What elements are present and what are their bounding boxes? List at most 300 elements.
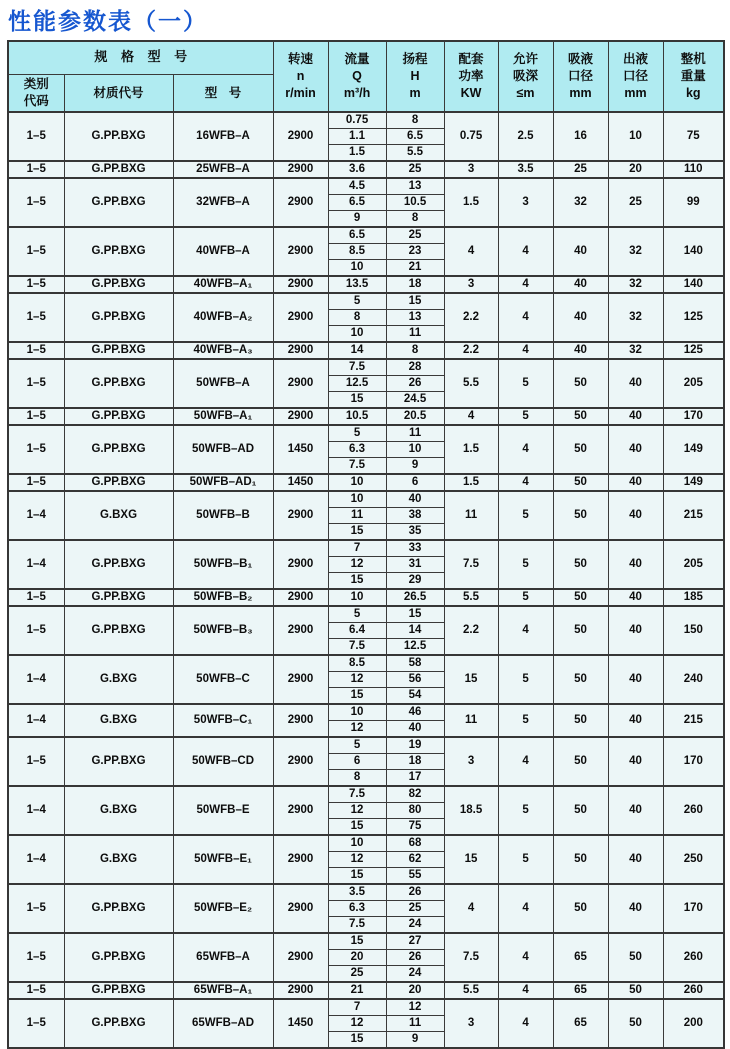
cell-power: 3 [444, 999, 498, 1048]
header-inlet-line1: 吸液 [568, 52, 594, 67]
cell-outlet-diameter: 40 [608, 786, 663, 835]
cell-flow: 7.5 [328, 359, 386, 376]
cell-suction-depth: 4 [498, 474, 553, 491]
cell-flow: 6.3 [328, 901, 386, 917]
cell-flow: 0.75 [328, 112, 386, 129]
cell-flow: 15 [328, 819, 386, 836]
cell-flow: 8 [328, 310, 386, 326]
cell-weight: 110 [663, 161, 724, 178]
header-material-code: 材质代号 [64, 74, 173, 112]
table-row [8, 161, 724, 178]
cell-flow: 13.5 [328, 276, 386, 293]
cell-category-code: 1–4 [8, 786, 64, 835]
header-suction-line1: 允许 [513, 52, 539, 67]
cell-head: 25 [386, 161, 444, 178]
cell-speed: 2900 [273, 276, 328, 293]
cell-inlet-diameter: 65 [553, 933, 608, 982]
cell-speed: 2900 [273, 540, 328, 589]
cell-suction-depth: 5 [498, 589, 553, 606]
cell-flow: 5 [328, 293, 386, 310]
cell-inlet-diameter: 50 [553, 589, 608, 606]
cell-flow: 21 [328, 982, 386, 999]
table-row [8, 540, 724, 557]
cell-category-code: 1–5 [8, 112, 64, 161]
header-outlet-line2: 口径 [623, 69, 649, 84]
cell-head: 25 [386, 901, 444, 917]
cell-power: 15 [444, 835, 498, 884]
cell-speed: 2900 [273, 655, 328, 704]
header-weight-line1: 整机 [680, 52, 706, 67]
cell-material-code: G.PP.BXG [64, 227, 173, 276]
cell-speed: 2900 [273, 408, 328, 425]
cell-material-code: G.PP.BXG [64, 540, 173, 589]
header-model: 型 号 [173, 74, 273, 112]
cell-flow: 15 [328, 524, 386, 541]
cell-weight: 140 [663, 227, 724, 276]
cell-suction-depth: 5 [498, 786, 553, 835]
cell-material-code: G.BXG [64, 786, 173, 835]
cell-weight: 260 [663, 982, 724, 999]
cell-speed: 2900 [273, 606, 328, 655]
table-row [8, 606, 724, 623]
cell-flow: 5 [328, 425, 386, 442]
cell-power: 2.2 [444, 342, 498, 359]
cell-speed: 1450 [273, 999, 328, 1048]
cell-weight: 75 [663, 112, 724, 161]
cell-head: 56 [386, 672, 444, 688]
cell-flow: 12 [328, 852, 386, 868]
cell-inlet-diameter: 25 [553, 161, 608, 178]
cell-outlet-diameter: 40 [608, 540, 663, 589]
table-row [8, 112, 724, 129]
header-flow-line3: m³/h [343, 85, 371, 100]
cell-model: 32WFB–A [173, 178, 273, 227]
cell-head: 24.5 [386, 392, 444, 409]
cell-weight: 99 [663, 178, 724, 227]
cell-head: 33 [386, 540, 444, 557]
cell-suction-depth: 5 [498, 491, 553, 540]
cell-flow: 10 [328, 589, 386, 606]
cell-outlet-diameter: 40 [608, 474, 663, 491]
cell-head: 82 [386, 786, 444, 803]
header-speed [273, 41, 328, 112]
cell-head: 12.5 [386, 639, 444, 656]
cell-power: 15 [444, 655, 498, 704]
cell-speed: 2900 [273, 737, 328, 786]
cell-inlet-diameter: 50 [553, 835, 608, 884]
cell-inlet-diameter: 40 [553, 293, 608, 342]
cell-head: 11 [386, 326, 444, 343]
cell-head: 54 [386, 688, 444, 705]
cell-model: 50WFB–AD₁ [173, 474, 273, 491]
cell-material-code: G.BXG [64, 655, 173, 704]
cell-material-code: G.BXG [64, 704, 173, 737]
cell-suction-depth: 4 [498, 293, 553, 342]
cell-suction-depth: 5 [498, 359, 553, 408]
cell-model: 50WFB–B [173, 491, 273, 540]
cell-head: 9 [386, 458, 444, 475]
cell-power: 4 [444, 408, 498, 425]
cell-head: 26 [386, 884, 444, 901]
table-row [8, 589, 724, 606]
cell-category-code: 1–4 [8, 835, 64, 884]
cell-category-code: 1–4 [8, 491, 64, 540]
header-suction-depth [498, 41, 553, 112]
cell-category-code: 1–5 [8, 359, 64, 408]
cell-category-code: 1–5 [8, 227, 64, 276]
cell-inlet-diameter: 50 [553, 655, 608, 704]
cell-suction-depth: 3.5 [498, 161, 553, 178]
cell-flow: 10 [328, 491, 386, 508]
cell-model: 50WFB–AD [173, 425, 273, 474]
cell-head: 62 [386, 852, 444, 868]
cell-weight: 240 [663, 655, 724, 704]
cell-outlet-diameter: 40 [608, 606, 663, 655]
header-speed-line3: r/min [285, 85, 316, 100]
cell-outlet-diameter: 40 [608, 408, 663, 425]
cell-flow: 11 [328, 508, 386, 524]
table-row [8, 655, 724, 672]
cell-flow: 15 [328, 688, 386, 705]
cell-weight: 215 [663, 704, 724, 737]
cell-category-code: 1–5 [8, 161, 64, 178]
cell-weight: 260 [663, 933, 724, 982]
cell-head: 80 [386, 803, 444, 819]
cell-model: 65WFB–A₁ [173, 982, 273, 999]
cell-weight: 125 [663, 293, 724, 342]
cell-material-code: G.PP.BXG [64, 606, 173, 655]
cell-inlet-diameter: 50 [553, 704, 608, 737]
cell-flow: 7.5 [328, 639, 386, 656]
cell-material-code: G.PP.BXG [64, 982, 173, 999]
header-weight [663, 41, 724, 112]
table-body [8, 112, 724, 1048]
cell-outlet-diameter: 50 [608, 999, 663, 1048]
cell-head: 38 [386, 508, 444, 524]
cell-inlet-diameter: 50 [553, 359, 608, 408]
cell-model: 40WFB–A₃ [173, 342, 273, 359]
cell-head: 26.5 [386, 589, 444, 606]
cell-inlet-diameter: 16 [553, 112, 608, 161]
cell-inlet-diameter: 65 [553, 999, 608, 1048]
cell-flow: 12.5 [328, 376, 386, 392]
cell-head: 25 [386, 227, 444, 244]
cell-weight: 125 [663, 342, 724, 359]
cell-head: 29 [386, 573, 444, 590]
cell-head: 10.5 [386, 195, 444, 211]
cell-head: 24 [386, 966, 444, 983]
cell-head: 46 [386, 704, 444, 721]
cell-category-code: 1–5 [8, 737, 64, 786]
cell-flow: 15 [328, 933, 386, 950]
cell-category-code: 1–5 [8, 178, 64, 227]
header-power-line2: 功率 [458, 69, 484, 84]
cell-inlet-diameter: 50 [553, 737, 608, 786]
cell-flow: 3.6 [328, 161, 386, 178]
cell-flow: 12 [328, 557, 386, 573]
cell-model: 50WFB–C₁ [173, 704, 273, 737]
cell-flow: 1.5 [328, 145, 386, 162]
cell-material-code: G.PP.BXG [64, 474, 173, 491]
cell-inlet-diameter: 40 [553, 227, 608, 276]
cell-speed: 1450 [273, 425, 328, 474]
cell-inlet-diameter: 40 [553, 276, 608, 293]
header-category-code [8, 74, 64, 112]
cell-speed: 2900 [273, 491, 328, 540]
cell-outlet-diameter: 32 [608, 227, 663, 276]
cell-suction-depth: 3 [498, 178, 553, 227]
cell-power: 3 [444, 161, 498, 178]
cell-flow: 25 [328, 966, 386, 983]
cell-head: 28 [386, 359, 444, 376]
cell-head: 75 [386, 819, 444, 836]
cell-category-code: 1–5 [8, 408, 64, 425]
cell-flow: 8.5 [328, 244, 386, 260]
cell-model: 50WFB–A₁ [173, 408, 273, 425]
cell-category-code: 1–5 [8, 276, 64, 293]
cell-outlet-diameter: 40 [608, 704, 663, 737]
cell-inlet-diameter: 50 [553, 884, 608, 933]
cell-material-code: G.PP.BXG [64, 276, 173, 293]
cell-flow: 8 [328, 770, 386, 787]
cell-inlet-diameter: 65 [553, 982, 608, 999]
cell-inlet-diameter: 50 [553, 425, 608, 474]
cell-speed: 2900 [273, 982, 328, 999]
cell-weight: 260 [663, 786, 724, 835]
header-speed-line1: 转速 [288, 52, 314, 67]
cell-outlet-diameter: 20 [608, 161, 663, 178]
cell-power: 18.5 [444, 786, 498, 835]
cell-head: 10 [386, 442, 444, 458]
cell-model: 50WFB–B₂ [173, 589, 273, 606]
header-head [386, 41, 444, 112]
cell-head: 55 [386, 868, 444, 885]
cell-category-code: 1–5 [8, 884, 64, 933]
header-outlet-line1: 出液 [623, 52, 649, 67]
cell-flow: 10 [328, 260, 386, 277]
table-row [8, 342, 724, 359]
cell-flow: 9 [328, 211, 386, 228]
cell-flow: 15 [328, 392, 386, 409]
cell-material-code: G.PP.BXG [64, 342, 173, 359]
cell-flow: 3.5 [328, 884, 386, 901]
cell-power: 11 [444, 704, 498, 737]
cell-suction-depth: 5 [498, 704, 553, 737]
header-power [444, 41, 498, 112]
cell-inlet-diameter: 50 [553, 606, 608, 655]
cell-head: 24 [386, 917, 444, 934]
table-row [8, 835, 724, 852]
cell-model: 50WFB–E [173, 786, 273, 835]
header-inlet-diameter [553, 41, 608, 112]
cell-speed: 2900 [273, 835, 328, 884]
header-spec-group: 规 格 型 号 [8, 41, 273, 74]
cell-weight: 150 [663, 606, 724, 655]
header-suction-line3: ≤m [516, 85, 535, 100]
cell-inlet-diameter: 50 [553, 540, 608, 589]
header-power-line3: KW [460, 85, 482, 100]
cell-model: 40WFB–A [173, 227, 273, 276]
header-flow-line1: 流量 [344, 52, 370, 67]
cell-flow: 7 [328, 999, 386, 1016]
cell-power: 5.5 [444, 982, 498, 999]
table-row [8, 474, 724, 491]
cell-weight: 170 [663, 737, 724, 786]
cell-flow: 10 [328, 704, 386, 721]
header-power-line1: 配套 [458, 52, 484, 67]
cell-flow: 6.3 [328, 442, 386, 458]
cell-speed: 2900 [273, 884, 328, 933]
cell-model: 50WFB–E₂ [173, 884, 273, 933]
cell-outlet-diameter: 25 [608, 178, 663, 227]
table-row [8, 276, 724, 293]
cell-head: 14 [386, 623, 444, 639]
cell-power: 2.2 [444, 293, 498, 342]
cell-head: 68 [386, 835, 444, 852]
cell-outlet-diameter: 40 [608, 835, 663, 884]
table-row [8, 982, 724, 999]
cell-material-code: G.PP.BXG [64, 999, 173, 1048]
cell-material-code: G.PP.BXG [64, 933, 173, 982]
cell-flow: 15 [328, 1032, 386, 1049]
cell-flow: 10 [328, 474, 386, 491]
cell-head: 12 [386, 999, 444, 1016]
cell-model: 50WFB–B₁ [173, 540, 273, 589]
cell-flow: 6.4 [328, 623, 386, 639]
cell-power: 11 [444, 491, 498, 540]
cell-model: 50WFB–A [173, 359, 273, 408]
cell-flow: 15 [328, 573, 386, 590]
cell-model: 65WFB–AD [173, 999, 273, 1048]
cell-model: 65WFB–A [173, 933, 273, 982]
cell-flow: 12 [328, 1016, 386, 1032]
cell-head: 40 [386, 721, 444, 738]
cell-category-code: 1–5 [8, 933, 64, 982]
cell-head: 35 [386, 524, 444, 541]
cell-weight: 170 [663, 884, 724, 933]
cell-head: 6.5 [386, 129, 444, 145]
cell-weight: 200 [663, 999, 724, 1048]
cell-power: 5.5 [444, 589, 498, 606]
cell-flow: 4.5 [328, 178, 386, 195]
cell-weight: 250 [663, 835, 724, 884]
cell-outlet-diameter: 40 [608, 491, 663, 540]
table-row [8, 933, 724, 950]
cell-suction-depth: 4 [498, 227, 553, 276]
cell-category-code: 1–4 [8, 540, 64, 589]
cell-category-code: 1–5 [8, 342, 64, 359]
cell-weight: 205 [663, 359, 724, 408]
table-row [8, 227, 724, 244]
cell-category-code: 1–5 [8, 982, 64, 999]
header-suction-line2: 吸深 [513, 69, 539, 84]
cell-material-code: G.PP.BXG [64, 359, 173, 408]
cell-speed: 2900 [273, 342, 328, 359]
cell-suction-depth: 5 [498, 655, 553, 704]
cell-weight: 140 [663, 276, 724, 293]
table-row [8, 704, 724, 721]
cell-outlet-diameter: 32 [608, 276, 663, 293]
table-row [8, 737, 724, 754]
cell-inlet-diameter: 50 [553, 474, 608, 491]
cell-head: 19 [386, 737, 444, 754]
cell-speed: 2900 [273, 161, 328, 178]
cell-head: 8 [386, 211, 444, 228]
cell-suction-depth: 4 [498, 276, 553, 293]
cell-power: 7.5 [444, 933, 498, 982]
cell-power: 7.5 [444, 540, 498, 589]
cell-category-code: 1–5 [8, 589, 64, 606]
table-row [8, 884, 724, 901]
header-category-line2: 代码 [23, 93, 49, 108]
cell-outlet-diameter: 50 [608, 982, 663, 999]
cell-head: 8 [386, 342, 444, 359]
cell-head: 40 [386, 491, 444, 508]
cell-power: 1.5 [444, 178, 498, 227]
cell-model: 40WFB–A₂ [173, 293, 273, 342]
cell-suction-depth: 5 [498, 835, 553, 884]
table-row [8, 491, 724, 508]
cell-head: 18 [386, 754, 444, 770]
cell-material-code: G.PP.BXG [64, 884, 173, 933]
cell-head: 17 [386, 770, 444, 787]
cell-speed: 2900 [273, 293, 328, 342]
header-category-line1: 类别 [23, 76, 49, 91]
cell-power: 1.5 [444, 425, 498, 474]
cell-flow: 10 [328, 835, 386, 852]
table-row [8, 999, 724, 1016]
cell-speed: 1450 [273, 474, 328, 491]
cell-weight: 205 [663, 540, 724, 589]
cell-inlet-diameter: 50 [553, 491, 608, 540]
cell-material-code: G.PP.BXG [64, 737, 173, 786]
cell-speed: 2900 [273, 112, 328, 161]
cell-category-code: 1–4 [8, 655, 64, 704]
cell-flow: 5 [328, 606, 386, 623]
cell-speed: 2900 [273, 589, 328, 606]
cell-suction-depth: 4 [498, 606, 553, 655]
cell-inlet-diameter: 50 [553, 786, 608, 835]
cell-model: 50WFB–E₁ [173, 835, 273, 884]
cell-material-code: G.BXG [64, 491, 173, 540]
cell-material-code: G.PP.BXG [64, 178, 173, 227]
cell-head: 20 [386, 982, 444, 999]
cell-category-code: 1–5 [8, 425, 64, 474]
table-row [8, 293, 724, 310]
cell-speed: 2900 [273, 359, 328, 408]
header-head-line1: 扬程 [402, 52, 428, 67]
cell-head: 13 [386, 310, 444, 326]
header-outlet-line3: mm [624, 85, 647, 100]
cell-head: 13 [386, 178, 444, 195]
cell-material-code: G.PP.BXG [64, 425, 173, 474]
header-inlet-line2: 口径 [568, 69, 594, 84]
cell-flow: 14 [328, 342, 386, 359]
cell-model: 16WFB–A [173, 112, 273, 161]
cell-flow: 1.1 [328, 129, 386, 145]
cell-flow: 20 [328, 950, 386, 966]
cell-material-code: G.PP.BXG [64, 161, 173, 178]
cell-material-code: G.PP.BXG [64, 293, 173, 342]
cell-outlet-diameter: 40 [608, 359, 663, 408]
cell-flow: 7.5 [328, 917, 386, 934]
cell-head: 8 [386, 112, 444, 129]
cell-outlet-diameter: 10 [608, 112, 663, 161]
cell-head: 31 [386, 557, 444, 573]
cell-speed: 2900 [273, 227, 328, 276]
cell-suction-depth: 4 [498, 342, 553, 359]
cell-material-code: G.PP.BXG [64, 589, 173, 606]
